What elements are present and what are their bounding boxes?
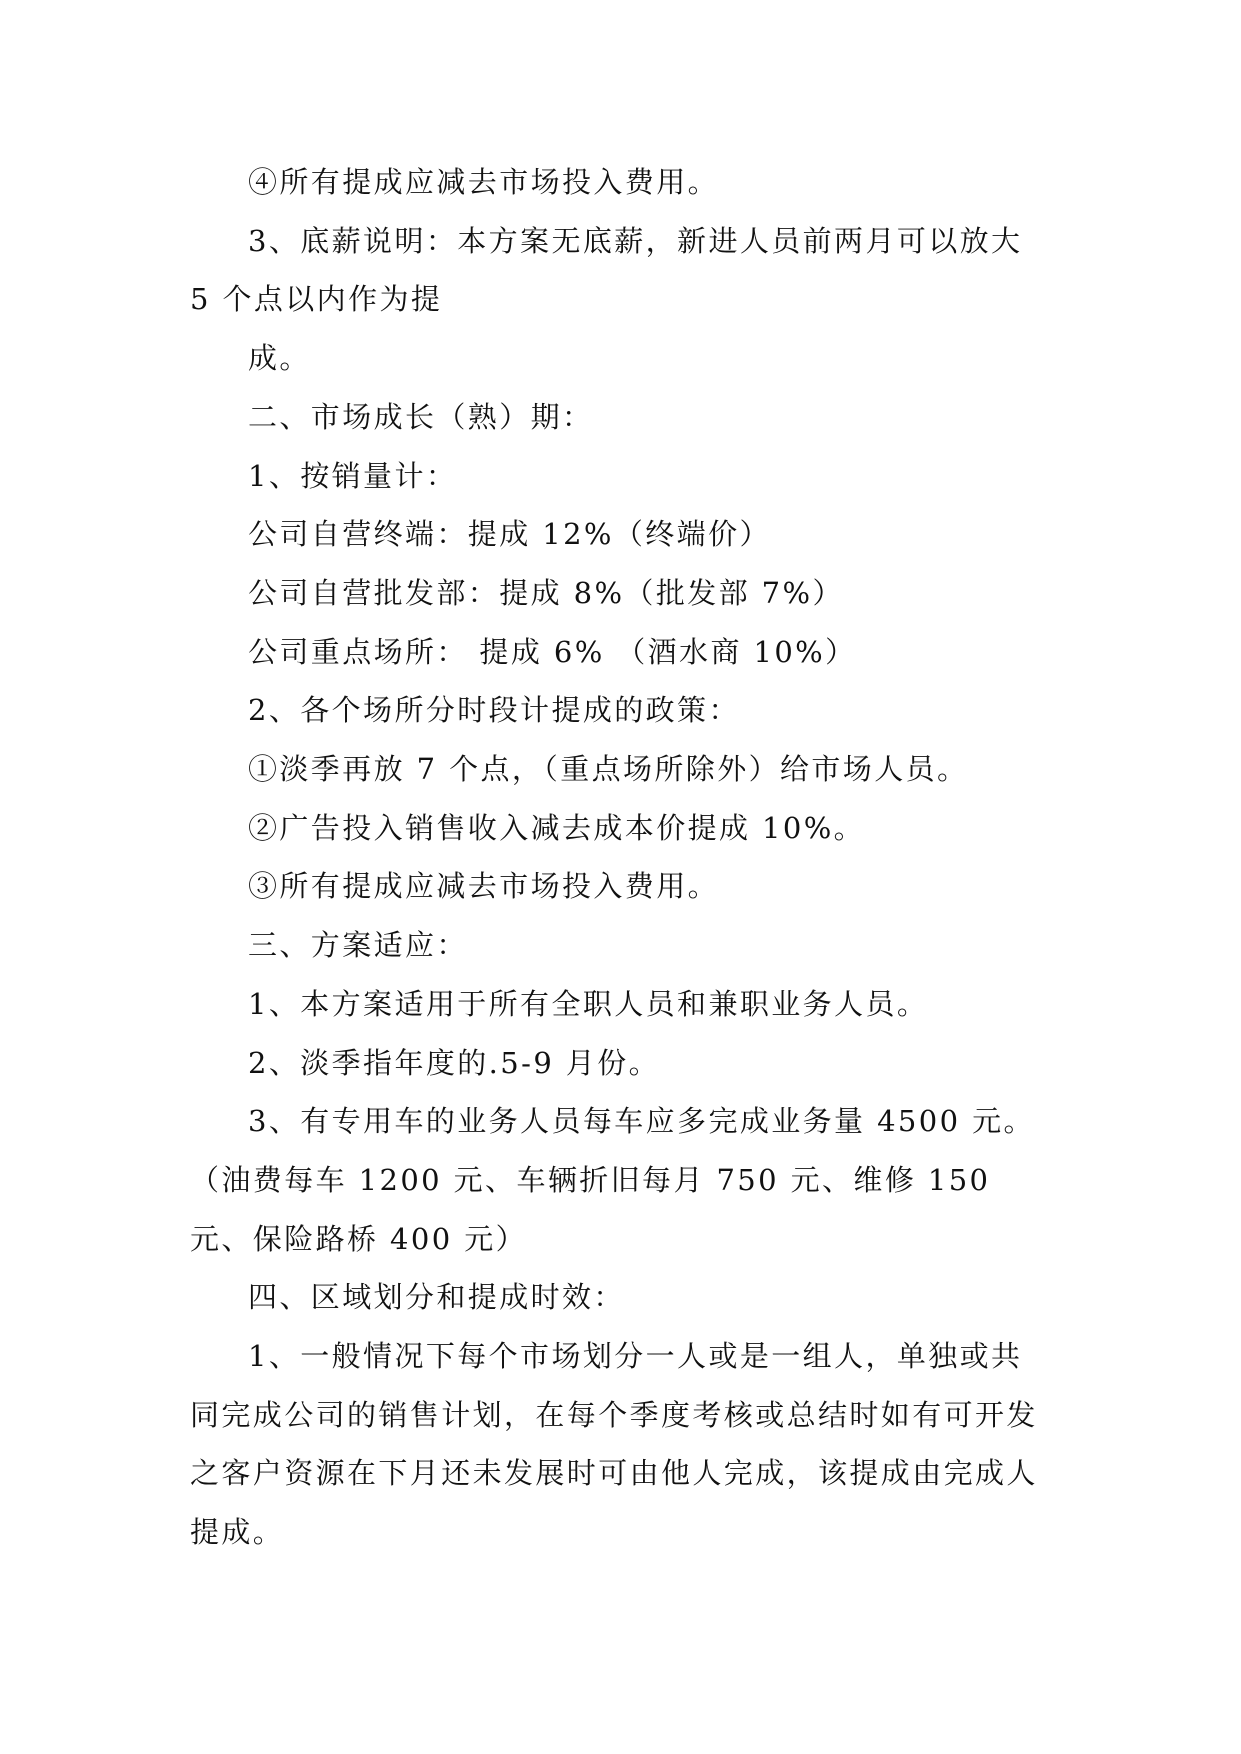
section-heading-applicability: 三、方案适应： [248,928,468,963]
document-body [190,153,1052,1562]
paragraph-own-wholesale: 公司自营批发部：提成 8%（批发部 7%） [248,575,844,610]
paragraph-applies-to-staff: 1、本方案适用于所有全职人员和兼职业务人员。 [248,986,929,1021]
paragraph-off-season-months: 2、淡季指年度的.5-9 月份。 [248,1045,660,1080]
section-heading-region-division: 四、区域划分和提成时效： [248,1280,625,1315]
paragraph-advertising: ②广告投入销售收入减去成本价提成 10%。 [248,810,866,845]
paragraph-key-venues: 公司重点场所： 提成 6% （酒水商 10%） [248,634,857,669]
paragraph-commission-deduction-3: ③所有提成应减去市场投入费用。 [248,869,720,904]
paragraph-own-terminal: 公司自营终端：提成 12%（终端价） [248,517,771,552]
paragraph-time-period-policy: 2、各个场所分时段计提成的政策： [248,693,740,728]
paragraph-base-salary-note-end: 成。 [248,341,311,376]
paragraph-company-car: 3、有专用车的业务人员每车应多完成业务量 4500 元。（油费每车 1200 元、车辆折旧每月 750 元、维修 150 元、保险路桥 400 元） [190,1104,1035,1256]
paragraph-off-season: ①淡季再放 7 个点，（重点场所除外）给市场人员。 [248,752,969,787]
section-heading-growth-period: 二、市场成长（熟）期： [248,399,594,434]
paragraph-commission-deduction-4: ④所有提成应减去市场投入费用。 [248,165,720,199]
paragraph-by-sales-volume: 1、按销量计： [248,458,458,493]
paragraph-base-salary-note: 3、底薪说明：本方案无底薪，新进人员前两月可以放大 5 个点以内作为提 [190,223,1023,317]
paragraph-market-assignment: 1、一般情况下每个市场划分一人或是一组人，单独或共同完成公司的销售计划，在每个季度考核或总结时如有可开发之客户资源在下月还未发展时可由他人完成，该提成由完成人提成。 [190,1339,1038,1550]
